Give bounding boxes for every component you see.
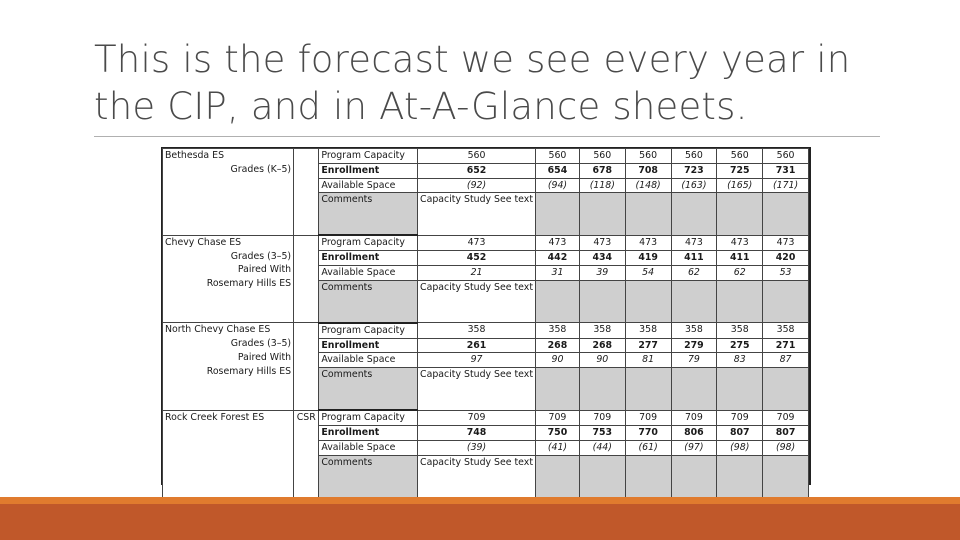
value-cell-available: 39	[579, 265, 625, 280]
row-label-enrollment: Enrollment	[319, 163, 418, 178]
value-cell-enrollment: 753	[579, 425, 625, 440]
row-label-comments: Comments	[319, 368, 418, 411]
comment-empty-cell	[625, 193, 671, 236]
value-cell-enrollment: 434	[579, 251, 625, 266]
value-cell-capacity: 358	[536, 323, 580, 338]
value-cell-capacity: 709	[763, 410, 809, 425]
value-cell-available: (41)	[536, 440, 580, 455]
value-cell-enrollment: 652	[418, 163, 536, 178]
comment-empty-cell	[625, 455, 671, 498]
school-name: Bethesda ES	[165, 150, 225, 161]
value-cell-capacity: 473	[671, 235, 717, 250]
value-cell-enrollment: 275	[717, 338, 763, 353]
value-cell-capacity: 358	[418, 323, 536, 338]
value-cell-available: (118)	[579, 178, 625, 193]
comment-empty-cell	[671, 193, 717, 236]
value-cell-enrollment: 678	[579, 163, 625, 178]
value-cell-enrollment: 731	[763, 163, 809, 178]
value-cell-enrollment: 261	[418, 338, 536, 353]
comment-empty-cell	[763, 368, 809, 411]
table-row	[163, 149, 809, 164]
value-cell-enrollment: 411	[717, 251, 763, 266]
table-row	[163, 235, 809, 250]
table-row	[163, 410, 809, 425]
value-cell-capacity: 709	[579, 410, 625, 425]
school-detail: Rosemary Hills ES	[206, 365, 292, 377]
value-cell-available: 79	[671, 353, 717, 368]
value-cell-available: 53	[763, 265, 809, 280]
comment-empty-cell	[717, 193, 763, 236]
value-cell-capacity: 560	[717, 149, 763, 164]
value-cell-capacity: 473	[763, 235, 809, 250]
value-cell-available: (148)	[625, 178, 671, 193]
value-cell-available: 97	[418, 353, 536, 368]
comment-cell: Capacity Study See text	[418, 280, 536, 323]
slide-title-line-2: the CIP, and in At-A-Glance sheets.	[94, 85, 748, 128]
comment-empty-cell	[671, 368, 717, 411]
value-cell-enrollment: 750	[536, 425, 580, 440]
value-cell-capacity: 358	[763, 323, 809, 338]
comment-cell: Capacity Study See text	[418, 368, 536, 411]
comment-empty-cell	[536, 455, 580, 498]
value-cell-enrollment: 725	[717, 163, 763, 178]
row-label-comments: Comments	[319, 455, 418, 498]
value-cell-capacity: 358	[579, 323, 625, 338]
row-label-comments: Comments	[319, 280, 418, 323]
school-name-cell	[163, 149, 294, 236]
comment-empty-cell	[717, 368, 763, 411]
school-name: Rock Creek Forest ES	[165, 411, 265, 423]
forecast-table	[162, 148, 809, 513]
comment-empty-cell	[579, 368, 625, 411]
comment-empty-cell	[763, 280, 809, 323]
school-detail: Grades (3–5)	[230, 338, 292, 350]
row-label-capacity: Program Capacity	[319, 410, 418, 425]
value-cell-capacity: 560	[763, 149, 809, 164]
school-detail: Rosemary Hills ES	[206, 278, 292, 290]
value-cell-available: 21	[418, 265, 536, 280]
value-cell-capacity: 560	[536, 149, 580, 164]
value-cell-capacity: 473	[625, 235, 671, 250]
value-cell-enrollment: 654	[536, 163, 580, 178]
school-name-cell	[163, 323, 294, 410]
value-cell-capacity: 358	[625, 323, 671, 338]
value-cell-available: (61)	[625, 440, 671, 455]
slide-title	[94, 36, 914, 130]
footer-band-accent	[0, 497, 960, 504]
value-cell-available: 87	[763, 353, 809, 368]
value-cell-available: 90	[536, 353, 580, 368]
comment-empty-cell	[579, 455, 625, 498]
value-cell-capacity: 473	[579, 235, 625, 250]
comment-empty-cell	[536, 280, 580, 323]
value-cell-enrollment: 268	[579, 338, 625, 353]
value-cell-enrollment: 770	[625, 425, 671, 440]
value-cell-available: (94)	[536, 178, 580, 193]
value-cell-capacity: 358	[671, 323, 717, 338]
value-cell-enrollment: 806	[671, 425, 717, 440]
value-cell-available: (39)	[418, 440, 536, 455]
comment-empty-cell	[717, 280, 763, 323]
row-label-capacity: Program Capacity	[319, 323, 418, 338]
row-label-enrollment: Enrollment	[319, 425, 418, 440]
value-cell-enrollment: 807	[763, 425, 809, 440]
value-cell-capacity: 560	[671, 149, 717, 164]
value-cell-available: (165)	[717, 178, 763, 193]
comment-empty-cell	[717, 455, 763, 498]
school-name-cell	[163, 235, 294, 322]
value-cell-enrollment: 452	[418, 251, 536, 266]
value-cell-enrollment: 411	[671, 251, 717, 266]
value-cell-enrollment: 271	[763, 338, 809, 353]
csr-cell	[294, 235, 319, 322]
school-detail: Paired With	[237, 351, 292, 363]
value-cell-available: (97)	[671, 440, 717, 455]
value-cell-enrollment: 420	[763, 251, 809, 266]
row-label-capacity: Program Capacity	[319, 235, 418, 250]
value-cell-available: 62	[717, 265, 763, 280]
row-label-comments: Comments	[319, 193, 418, 236]
school-detail: Grades (3–5)	[230, 250, 292, 262]
value-cell-enrollment: 748	[418, 425, 536, 440]
value-cell-enrollment: 708	[625, 163, 671, 178]
value-cell-capacity: 709	[625, 410, 671, 425]
value-cell-enrollment: 268	[536, 338, 580, 353]
row-label-available: Available Space	[319, 353, 418, 368]
row-label-enrollment: Enrollment	[319, 338, 418, 353]
comment-empty-cell	[536, 368, 580, 411]
school-name-cell	[163, 410, 294, 497]
title-divider	[94, 136, 880, 137]
value-cell-enrollment: 277	[625, 338, 671, 353]
comment-empty-cell	[536, 193, 580, 236]
row-label-available: Available Space	[319, 265, 418, 280]
row-label-enrollment: Enrollment	[319, 251, 418, 266]
comment-empty-cell	[671, 455, 717, 498]
school-detail: Paired With	[237, 264, 292, 276]
school-name: North Chevy Chase ES	[165, 324, 271, 336]
value-cell-available: (171)	[763, 178, 809, 193]
value-cell-available: (44)	[579, 440, 625, 455]
value-cell-capacity: 709	[717, 410, 763, 425]
value-cell-capacity: 473	[418, 235, 536, 250]
value-cell-enrollment: 419	[625, 251, 671, 266]
comment-empty-cell	[625, 280, 671, 323]
value-cell-enrollment: 279	[671, 338, 717, 353]
value-cell-enrollment: 723	[671, 163, 717, 178]
value-cell-available: (163)	[671, 178, 717, 193]
value-cell-available: (98)	[763, 440, 809, 455]
comment-cell: Capacity Study See text	[418, 193, 536, 236]
value-cell-available: (92)	[418, 178, 536, 193]
value-cell-available: 31	[536, 265, 580, 280]
comment-empty-cell	[763, 193, 809, 236]
value-cell-capacity: 709	[536, 410, 580, 425]
value-cell-capacity: 709	[671, 410, 717, 425]
school-name: Chevy Chase ES	[165, 236, 242, 248]
value-cell-available: 81	[625, 353, 671, 368]
comment-empty-cell	[579, 280, 625, 323]
value-cell-capacity: 560	[418, 149, 536, 164]
value-cell-capacity: 560	[625, 149, 671, 164]
value-cell-enrollment: 807	[717, 425, 763, 440]
csr-cell: CSR	[294, 410, 319, 497]
csr-cell	[294, 323, 319, 410]
value-cell-available: 54	[625, 265, 671, 280]
value-cell-available: (98)	[717, 440, 763, 455]
comment-cell: Capacity Study See text	[418, 455, 536, 498]
comment-empty-cell	[671, 280, 717, 323]
slide-title-line-1: This is the forecast we see every year in	[94, 38, 851, 81]
value-cell-capacity: 358	[717, 323, 763, 338]
comment-empty-cell	[579, 193, 625, 236]
comment-empty-cell	[763, 455, 809, 498]
csr-cell	[294, 149, 319, 236]
value-cell-capacity: 709	[418, 410, 536, 425]
value-cell-available: 90	[579, 353, 625, 368]
forecast-table-image	[161, 147, 811, 485]
comment-empty-cell	[625, 368, 671, 411]
school-detail: Grades (K–5)	[230, 163, 292, 175]
value-cell-available: 83	[717, 353, 763, 368]
value-cell-capacity: 560	[579, 149, 625, 164]
row-label-available: Available Space	[319, 440, 418, 455]
value-cell-enrollment: 442	[536, 251, 580, 266]
row-label-capacity: Program Capacity	[319, 149, 418, 164]
table-row	[163, 323, 809, 338]
value-cell-capacity: 473	[536, 235, 580, 250]
value-cell-capacity: 473	[717, 235, 763, 250]
row-label-available: Available Space	[319, 178, 418, 193]
value-cell-available: 62	[671, 265, 717, 280]
